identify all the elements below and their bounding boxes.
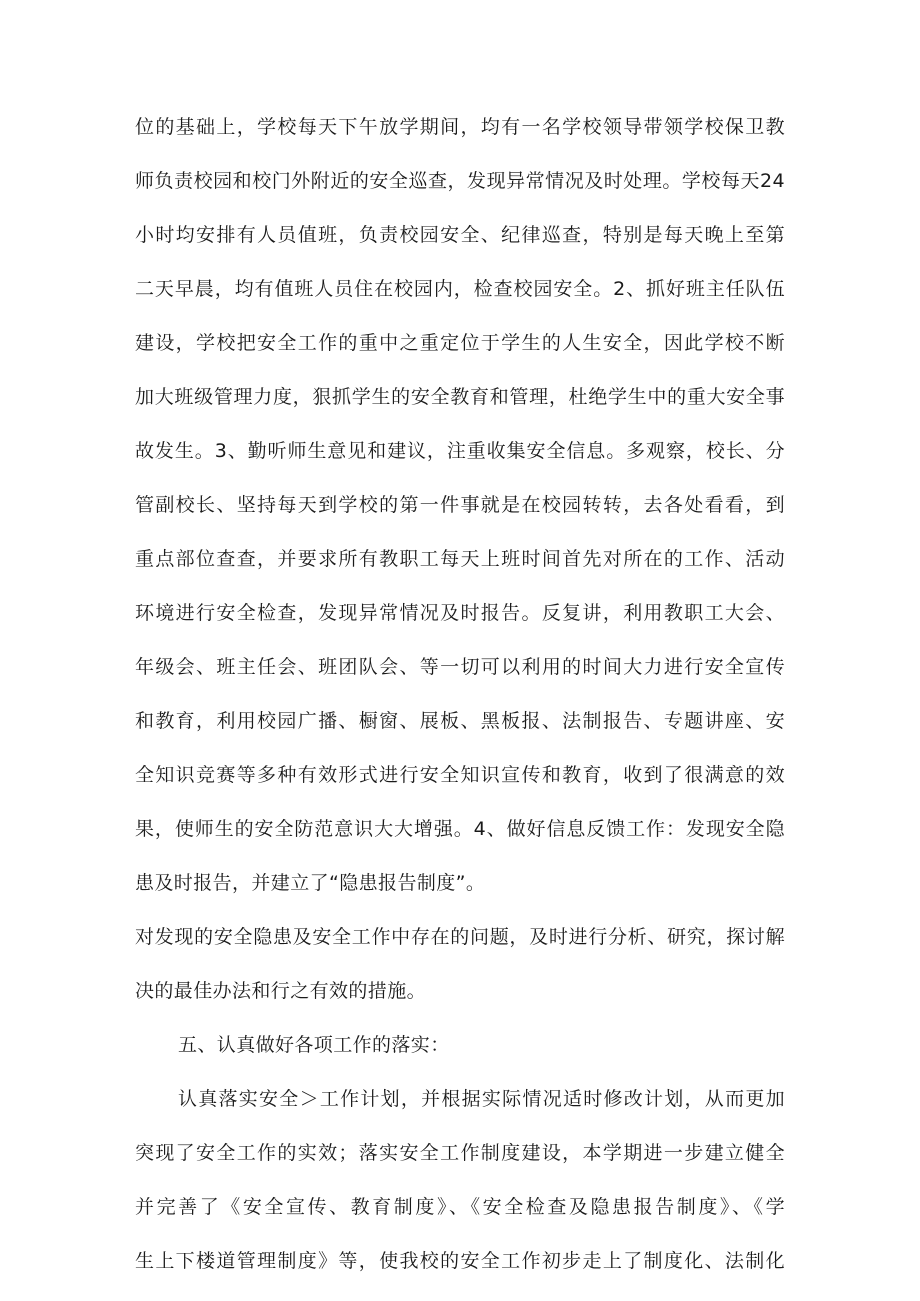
text-line-4: 二天早晨，均有值班人员住在校园内，检查校园安全。2、抓好班主任队伍 (135, 278, 785, 300)
text-line-17: 决的最佳办法和行之有效的措施。 (135, 980, 427, 1002)
text-line-2: 师负责校园和校门外附近的安全巡查，发现异常情况及时处理。学校每天24 (135, 170, 785, 192)
text-line-6: 加大班级管理力度，狠抓学生的安全教育和管理，杜绝学生中的重大安全事 (135, 386, 785, 408)
text-line-13: 全知识竞赛等多种有效形式进行安全知识宣传和教育，收到了很满意的效 (135, 764, 785, 786)
text-line-19: 认真落实安全＞工作计划，并根据实际情况适时修改计划，从而更加 (178, 1088, 785, 1110)
text-line-21: 并完善了《安全宣传、教育制度》、《安全检查及隐患报告制度》、《学 (135, 1196, 785, 1218)
text-line-5: 建设，学校把安全工作的重中之重定位于学生的人生安全，因此学校不断 (135, 332, 785, 354)
text-line-7: 故发生。3、勤听师生意见和建议，注重收集安全信息。多观察，校长、分 (135, 440, 785, 462)
section-heading: 五、认真做好各项工作的落实： (178, 1034, 450, 1056)
text-line-1: 位的基础上，学校每天下午放学期间，均有一名学校领导带领学校保卫教 (135, 116, 785, 138)
text-line-15: 患及时报告，并建立了“隐患报告制度”。 (135, 872, 486, 894)
text-line-14: 果，使师生的安全防范意识大大增强。4、做好信息反馈工作：发现安全隐 (135, 818, 785, 840)
text-line-8: 管副校长、坚持每天到学校的第一件事就是在校园转转，去各处看看，到 (135, 494, 785, 516)
text-line-22: 生上下楼道管理制度》等，使我校的安全工作初步走上了制度化、法制化 (135, 1250, 785, 1272)
text-line-3: 小时均安排有人员值班，负责校园安全、纪律巡查，特别是每天晚上至第 (135, 224, 785, 246)
text-line-11: 年级会、班主任会、班团队会、等一切可以利用的时间大力进行安全宣传 (135, 656, 785, 678)
text-line-20: 突现了安全工作的实效；落实安全工作制度建设，本学期进一步建立健全 (135, 1142, 785, 1164)
text-line-10: 环境进行安全检查，发现异常情况及时报告。反复讲，利用教职工大会、 (135, 602, 785, 624)
text-line-9: 重点部位查查，并要求所有教职工每天上班时间首先对所在的工作、活动 (135, 548, 785, 570)
text-line-16: 对发现的安全隐患及安全工作中存在的问题，及时进行分析、研究，探讨解 (135, 926, 785, 948)
text-line-12: 和教育，利用校园广播、橱窗、展板、黑板报、法制报告、专题讲座、安 (135, 710, 785, 732)
